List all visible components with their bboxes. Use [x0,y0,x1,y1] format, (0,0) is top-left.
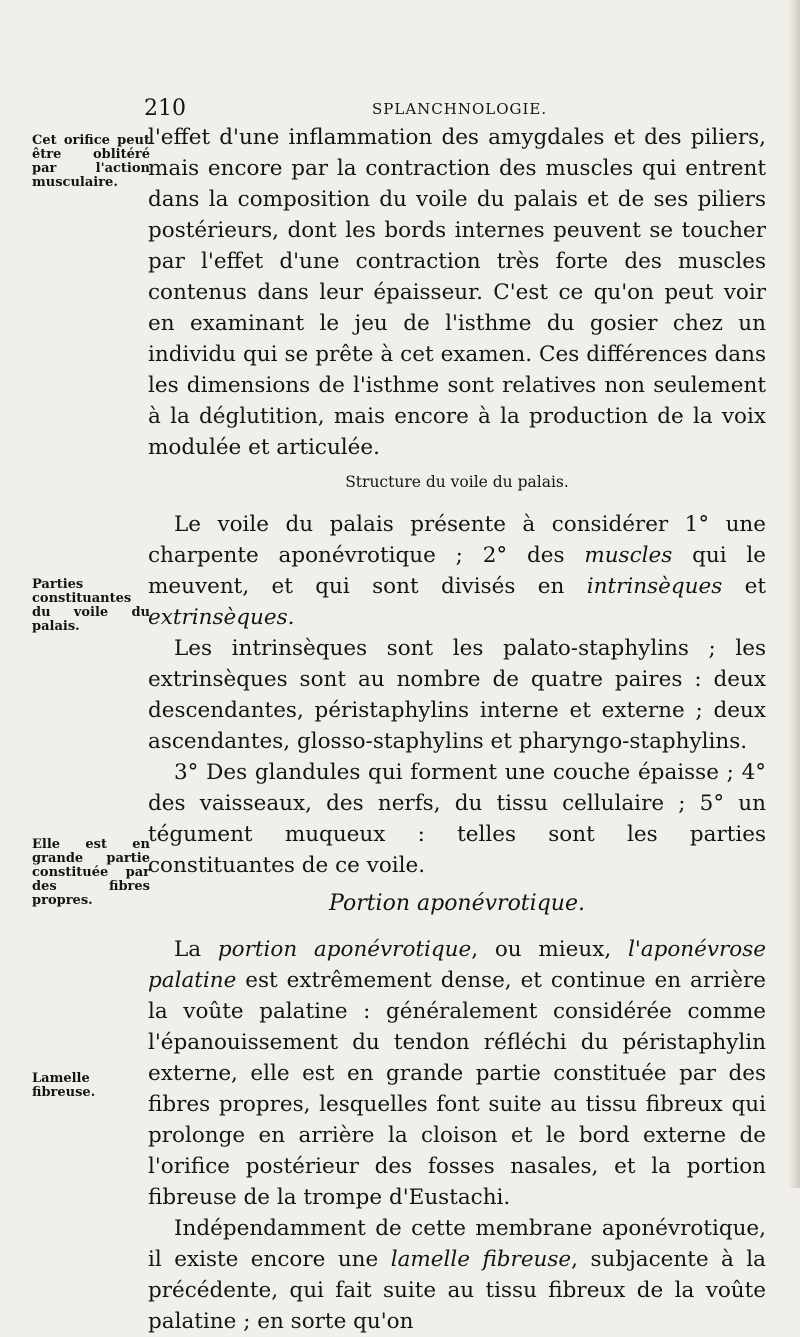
subsection-heading: Portion aponévrotique. [329,891,585,916]
margin-note-parties: Parties constituantes du voile du palais. [32,577,150,634]
paragraph-3: Les intrinsèques sont les palato-staphylins ; les extrinsèques sont au nombre de quatre paires : deux descendantes, péristaphylins interne et externe ; deux ascendantes, glosso-staphylins et pharyngo-staphylins. [148,636,766,754]
margin-note-orifice: Cet orifice peut être oblitéré par l'action musculaire. [32,133,150,190]
paragraph-1: l'effet d'une inflammation des amygdales et des piliers, mais encore par la contraction des muscles qui entrent dans la composition du voile du palais et de ses piliers postérieurs, dont les bords internes peuvent se toucher par l'effet d'une contraction très forte des muscles contenus dans leur épaisseur. C'est ce qu'on peut voir en examinant le jeu de l'isthme du gosier chez un individu qui se prête à cet examen. Ces différences dans les dimensions de l'isthme sont relatives non seulement à la déglutition, mais encore à la production de la voix modulée et articulée. [148,125,766,460]
page-header [0,96,800,124]
paragraph-2: Le voile du palais présente à considérer 1° une charpente aponévrotique ; 2° des muscles qui le meuvent, et qui sont divisés en intrinsèques et extrinsèques. [148,512,766,630]
page-number: 210 [144,96,186,121]
page-edge-shadow [788,0,800,1188]
paragraph-4: 3° Des glandules qui forment une couche épaisse ; 4° des vaisseaux, des nerfs, du tissu cellulaire ; 5° un tégument muqueux : telles sont les parties constituantes de ce voile. [148,760,766,878]
paragraph-6: Indépendamment de cette membrane aponévrotique, il existe encore une lamelle fibreuse, subjacente à la précédente, qui fait suite au tissu fibreux de la voûte palatine ; en sorte qu'on [148,1216,766,1334]
paragraph-5: La portion aponévrotique, ou mieux, l'aponévrose palatine est extrêmement dense, et continue en arrière la voûte palatine : généralement considérée comme l'épanouissement du tendon réfléchi du péristaphylin externe, elle est en grande partie constituée par des fibres propres, lesquelles font suite au tissu fibreux qui prolonge en arrière la cloison et le bord externe de l'orifice postérieur des fosses nasales, et la portion fibreuse de la trompe d'Eustachi. [148,937,766,1210]
margin-note-lamelle: Lamelle fibreuse. [32,1071,96,1100]
section-heading: Structure du voile du palais. [345,473,569,491]
running-head: SPLANCHNOLOGIE. [372,100,548,118]
body-text [148,122,766,1337]
margin-note-fibres: Elle est en grande partie constituée par des fibres propres. [32,837,150,908]
